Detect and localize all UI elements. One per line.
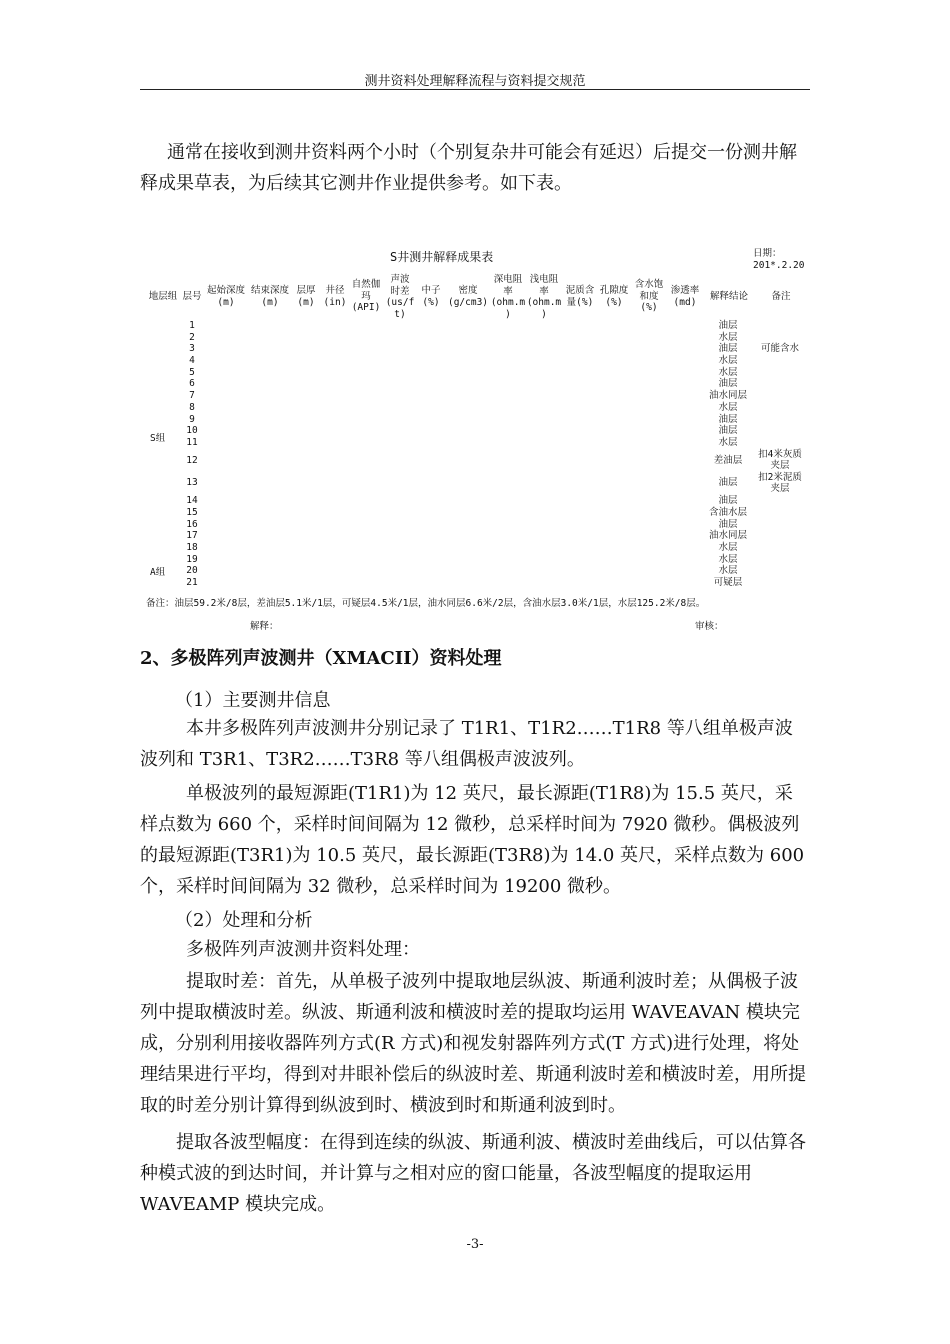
col-header-shale: 泥质含 量(%)	[565, 285, 595, 308]
conclusion-cell: 水层	[718, 402, 738, 413]
layer-number: 13	[186, 477, 198, 488]
conclusion-cell: 油层	[718, 477, 738, 488]
layer-number: 7	[189, 390, 195, 401]
paragraph: 多极阵列声波测井资料处理：	[186, 939, 420, 960]
col-header-layer: 层号	[182, 291, 202, 302]
remark-cell: 可能含水	[760, 343, 799, 354]
layer-number: 11	[186, 437, 198, 448]
conclusion-cell: 水层	[718, 554, 738, 565]
conclusion-cell: 可疑层	[713, 577, 743, 588]
conclusion-cell: 油层	[718, 414, 738, 425]
conclusion-cell: 油层	[718, 425, 738, 436]
layer-number: 6	[189, 378, 195, 389]
col-header-thickness: 层厚 (m)	[296, 285, 316, 308]
conclusion-cell: 油层	[718, 320, 738, 331]
col-header-porosity: 孔隙度 (%)	[599, 285, 629, 308]
header-rule	[140, 89, 810, 90]
conclusion-cell: 水层	[718, 437, 738, 448]
table-title: S井测井解释成果表	[390, 250, 494, 264]
review-label: 审核：	[695, 621, 724, 632]
col-header-permeability: 渗透率 (md)	[670, 285, 700, 308]
col-header-water-saturation: 含水饱 和度 (%)	[634, 279, 664, 313]
subsection-heading: （1）主要测井信息	[175, 690, 331, 711]
layer-number: 14	[186, 495, 198, 506]
paragraph: 提取时差：首先，从单极子波列中提取地层纵波、斯通利波时差；从偶极子波列中提取横波时差。纵波、斯通利波和横波时差的提取均运用 WAVEAVAN 模块完成，分别利用接收器阵列方式(R 方式)和视发射器阵列方式(T 方式)进行处理，将处理结果进行平均，得到对井眼补偿后的纵波时差、斯通利波时差和横波时差，用所提取的时差分别计算得到纵波到时、横波到时和斯通利波到时。	[140, 971, 806, 1116]
col-header-deep-resistivity: 深电阻 率 (ohm.m )	[490, 274, 526, 320]
layer-number: 3	[189, 343, 195, 354]
layer-number: 18	[186, 542, 198, 553]
layer-number: 4	[189, 355, 195, 366]
layer-number: 20	[186, 565, 198, 576]
table-date	[753, 248, 804, 272]
layer-number: 10	[186, 425, 198, 436]
col-header-remarks: 备注	[771, 291, 791, 302]
section-heading: 2、多极阵列声波测井（XMACII）资料处理	[140, 648, 502, 669]
paragraph: 提取各波型幅度：在得到连续的纵波、斯通利波、横波时差曲线后，可以估算各种模式波的到达时间，并计算与之相对应的窗口能量，各波型幅度的提取运用 WAVEAMP 模块完成。	[140, 1132, 806, 1215]
subsection-heading: （2）处理和分析	[175, 910, 313, 931]
page-number: -3-	[466, 1237, 484, 1252]
conclusion-cell: 油层	[718, 495, 738, 506]
col-header-caliper: 井径 (in)	[323, 285, 347, 308]
remark-cell: 扣4米灰质 夹层	[758, 449, 802, 471]
layer-number: 8	[189, 402, 195, 413]
conclusion-cell: 含油水层	[708, 507, 747, 518]
layer-number: 17	[186, 530, 198, 541]
conclusion-cell: 油水同层	[708, 530, 747, 541]
conclusion-cell: 油层	[718, 378, 738, 389]
interpret-label: 解释：	[250, 621, 279, 632]
conclusion-cell: 油水同层	[708, 390, 747, 401]
group-label-s: S组	[150, 433, 166, 444]
conclusion-cell: 差油层	[713, 455, 743, 466]
date-value: 201*.2.20	[753, 260, 805, 271]
running-header: 测井资料处理解释流程与资料提交规范	[364, 74, 586, 89]
col-header-sonic: 声波 时差 (us/f t)	[385, 274, 415, 320]
layer-number: 16	[186, 519, 198, 530]
conclusion-cell: 水层	[718, 355, 738, 366]
conclusion-cell: 水层	[718, 565, 738, 576]
col-header-formation: 地层组	[148, 291, 178, 302]
layer-number: 1	[189, 320, 195, 331]
paragraph: 单极波列的最短源距(T1R1)为 12 英尺，最长源距(T1R8)为 15.5 英尺，采样点数为 660 个，采样时间间隔为 12 微秒，总采样时间为 7920 微秒。偶极波列的最短源距(T3R1)为 10.5 英尺，最长源距(T3R8)为 14.0 英尺，采样点数为 600 个，采样时间间隔为 32 微秒，总采样时间为 19200 微秒。	[140, 783, 805, 897]
conclusion-cell: 水层	[718, 542, 738, 553]
table-note: 备注：油层59.2米/8层，差油层5.1米/1层，可疑层4.5米/1层，油水同层6.6米/2层，含油水层3.0米/1层，水层125.2米/8层。	[146, 598, 706, 609]
conclusion-cell: 油层	[718, 343, 738, 354]
layer-number: 2	[189, 332, 195, 343]
paragraph: 本井多极阵列声波测井分别记录了 T1R1、T1R2……T1R8 等八组单极声波波列和 T3R1、T3R2……T3R8 等八组偶极声波波列。	[140, 718, 793, 770]
layer-number: 21	[186, 577, 198, 588]
date-label: 日期：	[753, 248, 782, 259]
intro-paragraph: 通常在接收到测井资料两个小时（个别复杂井可能会有延迟）后提交一份测井解释成果草表，为后续其它测井作业提供参考。如下表。	[140, 142, 797, 194]
layer-number: 12	[186, 455, 198, 466]
col-header-gamma: 自然伽 玛 (API)	[351, 279, 381, 313]
col-header-neutron: 中子 (%)	[421, 285, 441, 308]
col-header-conclusion: 解释结论	[709, 291, 748, 302]
conclusion-cell: 油层	[718, 519, 738, 530]
layer-number: 19	[186, 554, 198, 565]
col-header-start-depth: 起始深度 (m)	[206, 285, 245, 308]
col-header-end-depth: 结束深度 (m)	[250, 285, 289, 308]
col-header-density: 密度 (g/cm3)	[447, 285, 489, 308]
layer-number: 9	[189, 414, 195, 425]
layer-number: 5	[189, 367, 195, 378]
group-label-a: A组	[150, 567, 166, 578]
remark-cell: 扣2米泥质 夹层	[758, 472, 802, 494]
col-header-shallow-resistivity: 浅电阻 率 (ohm.m )	[526, 274, 562, 320]
conclusion-cell: 水层	[718, 332, 738, 343]
layer-number: 15	[186, 507, 198, 518]
conclusion-cell: 水层	[718, 367, 738, 378]
